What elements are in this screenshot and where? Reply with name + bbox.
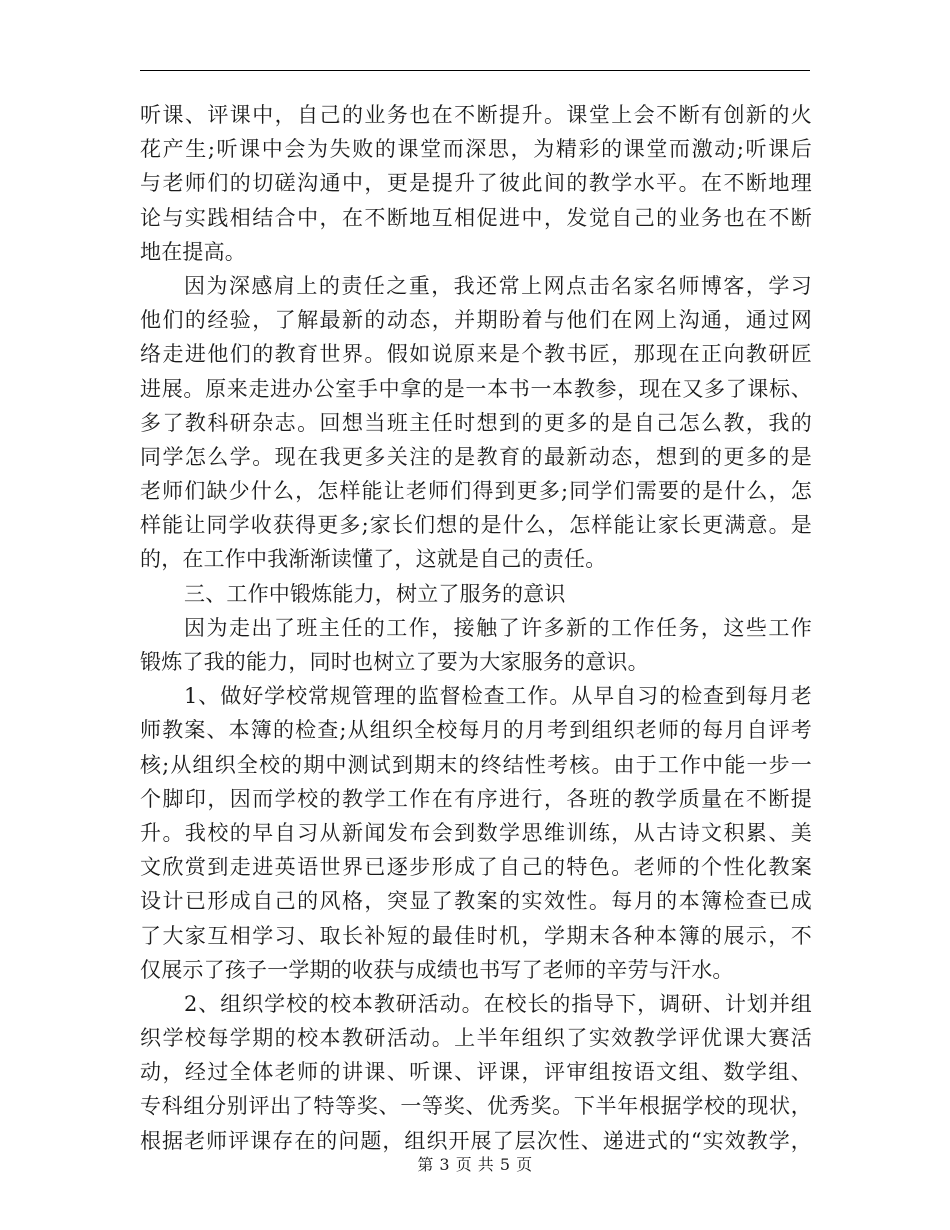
text-line: 老师们缺少什么，怎样能让老师们得到更多;同学们需要的是什么，怎 [140,479,812,504]
text-line: 升。我校的早自习从新闻发布会到数学思维训练，从古诗文积累、美 [140,820,812,845]
page-number: 第 3 页 共 5 页 [417,1155,533,1174]
text-line: 师教案、本簿的检查;从组织全校每月的月考到组织老师的每月自评考 [140,718,812,743]
text-line: 文欣赏到走进英语世界已逐步形成了自己的特色。老师的个性化教案 [140,855,812,880]
text-line: 多了教科研杂志。回想当班主任时想到的更多的是自己怎么教，我的 [140,410,812,435]
text-line: 织学校每学期的校本教研活动。上半年组织了实效教学评优课大赛活 [140,1026,812,1051]
document-body [140,98,812,1158]
text-line: 因为深感肩上的责任之重，我还常上网点击名家名师博客，学习 [184,273,812,298]
text-line: 2、组织学校的校本教研活动。在校长的指导下，调研、计划并组 [184,991,812,1016]
text-line: 动，经过全体老师的讲课、听课、评课，评审组按语文组、数学组、 [140,1060,812,1085]
text-line: 1、做好学校常规管理的监督检查工作。从早自习的检查到每月老 [184,684,812,709]
text-line: 因为走出了班主任的工作，接触了许多新的工作任务，这些工作 [184,615,812,640]
text-line: 他们的经验，了解最新的动态，并期盼着与他们在网上沟通，通过网 [140,308,812,333]
text-line: 地在提高。 [140,239,246,264]
text-line: 个脚印，因而学校的教学工作在有序进行，各班的教学质量在不断提 [140,786,812,811]
text-line: 论与实践相结合中，在不断地互相促进中，发觉自己的业务也在不断 [140,205,812,230]
text-line: 三、工作中锻炼能力，树立了服务的意识 [184,581,566,606]
text-line: 了大家互相学习、取长补短的最佳时机，学期末各种本簿的展示，不 [140,923,812,948]
text-line: 专科组分别评出了特等奖、一等奖、优秀奖。下半年根据学校的现状， [140,1094,812,1119]
text-line: 听课、评课中，自己的业务也在不断提升。课堂上会不断有创新的火 [140,103,812,127]
text-line: 进展。原来走进办公室手中拿的是一本书一本教参，现在又多了课标、 [140,376,812,401]
text-line: 与老师们的切磋沟通中，更是提升了彼此间的教学水平。在不断地理 [140,171,812,196]
text-line: 的，在工作中我渐渐读懂了，这就是自己的责任。 [140,547,607,572]
text-line: 花产生;听课中会为失败的课堂而深思，为精彩的课堂而激动;听课后 [140,137,812,162]
text-line: 同学怎么学。现在我更多关注的是教育的最新动态，想到的更多的是 [140,444,812,469]
header-rule [140,70,810,71]
text-line: 设计已形成自己的风格，突显了教案的实效性。每月的本簿检查已成 [140,889,812,914]
text-line: 锻炼了我的能力，同时也树立了要为大家服务的意识。 [140,650,649,674]
text-line: 仅展示了孩子一学期的收获与成绩也书写了老师的辛劳与汗水。 [140,957,734,982]
text-line: 根据老师评课存在的问题，组织开展了层次性、递进式的“实效教学， [140,1128,812,1153]
text-line: 样能让同学收获得更多;家长们想的是什么，怎样能让家长更满意。是 [140,513,812,538]
text-line: 络走进他们的教育世界。假如说原来是个教书匠，那现在正向教研匠 [140,342,812,367]
text-line: 核;从组织全校的期中测试到期末的终结性考核。由于工作中能一步一 [140,752,812,777]
